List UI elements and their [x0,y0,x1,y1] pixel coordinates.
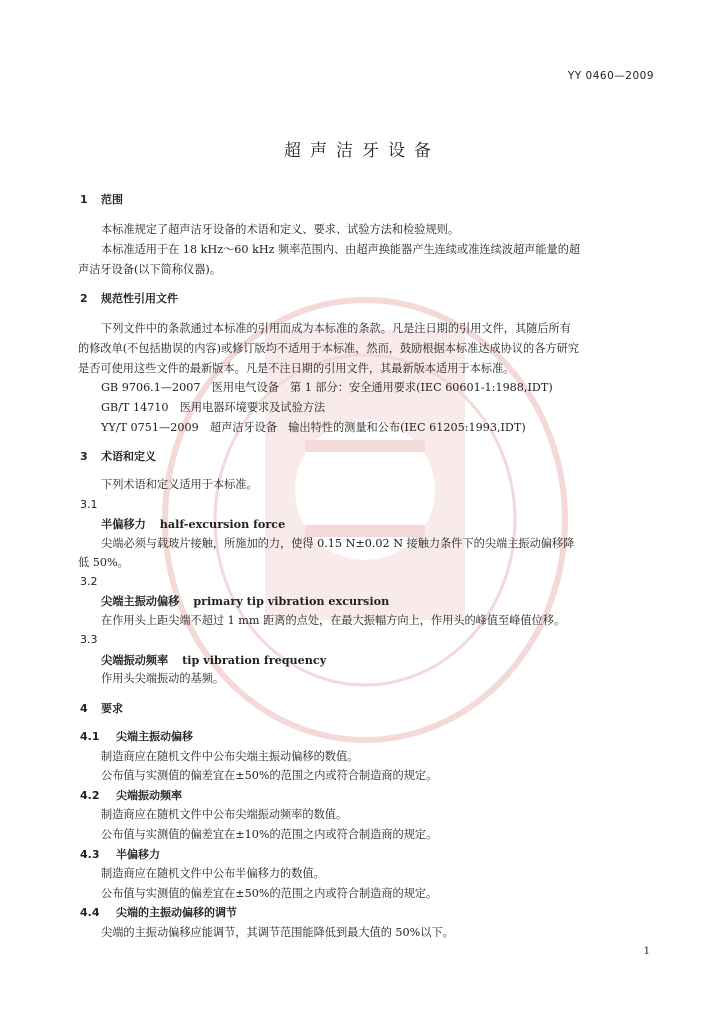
clause-4-3-text-b: 公布值与实测值的偏差宜在±50%的范围之内或符合制造商的规定。 [101,887,438,900]
term-3-1-english: half-excursion force [159,517,286,531]
term-3-2-definition: 在作用头上距尖端不超过 1 mm 距离的点处，在最大振幅方向上，作用头的峰值至峰值位移。 [101,614,566,627]
section-1-heading: 范围 [101,193,123,206]
clause-4-1-text-a: 制造商应在随机文件中公布尖端主振动偏移的数值。 [101,750,359,763]
section-2-paragraph-a: 下列文件中的条款通过本标准的引用而成为本标准的条款。凡是注日期的引用文件，其随后所有 [101,322,571,335]
section-4-heading: 要求 [101,702,123,715]
term-3-2-number: 3.2 [80,575,98,588]
term-3-3-number: 3.3 [80,633,98,646]
term-3-3-chinese: 尖端振动频率 [101,654,169,667]
term-3-1-chinese: 半偏移力 [101,518,146,531]
term-3-2-english: primary tip vibration excursion [193,594,390,608]
section-1-paragraph-2b: 声洁牙设备(以下简称仪器)。 [78,263,221,276]
term-3-3-english: tip vibration frequency [182,653,327,667]
clause-4-3-number: 4.3 [80,848,100,861]
standard-number: YY 0460—2009 [567,70,654,82]
term-3-3-definition: 作用头尖端振动的基频。 [101,672,225,685]
section-2-heading: 规范性引用文件 [101,292,178,305]
term-3-1-definition-a: 尖端必须与载玻片接触，所施加的力，使得 0.15 N±0.02 N 接触力条件下的尖端主振动偏移降 [101,537,575,550]
section-3-intro: 下列术语和定义适用于本标准。 [101,478,258,491]
clause-4-1-text-b: 公布值与实测值的偏差宜在±50%的范围之内或符合制造商的规定。 [101,769,438,782]
clause-4-4-text-a: 尖端的主振动偏移应能调节，其调节范围能降低到最大值的 50%以下。 [101,926,454,939]
clause-4-2-text-a: 制造商应在随机文件中公布尖端振动频率的数值。 [101,808,348,821]
reference-3: YY/T 0751—2009 超声洁牙设备 输出特性的测量和公布(IEC 61205:1993,IDT) [101,421,526,434]
page-number: 1 [643,946,650,957]
reference-2: GB/T 14710 医用电器环境要求及试验方法 [101,401,326,414]
term-3-3-title [101,653,326,668]
section-1-paragraph-2a: 本标准适用于在 18 kHz～60 kHz 频率范围内、由超声换能器产生连续或准连续波超声能量的超 [101,243,581,256]
clause-4-2-text-b: 公布值与实测值的偏差宜在±10%的范围之内或符合制造商的规定。 [101,828,438,841]
clause-4-2-number: 4.2 [80,789,100,802]
clause-4-1-number: 4.1 [80,730,100,743]
section-1-paragraph-1: 本标准规定了超声洁牙设备的术语和定义、要求、试验方法和检验规则。 [101,223,460,236]
document-title: 超声洁牙设备 [284,141,440,161]
clause-4-4-number: 4.4 [80,906,100,919]
reference-1: GB 9706.1—2007 医用电气设备 第 1 部分：安全通用要求(IEC 60601-1:1988,IDT) [101,381,553,394]
section-4-number: 4 [80,702,88,715]
section-3-heading: 术语和定义 [101,450,156,463]
clause-4-3-text-a: 制造商应在随机文件中公布半偏移力的数值。 [101,867,325,880]
term-3-1-title [101,517,285,532]
clause-4-1-title: 尖端主振动偏移 [116,730,193,743]
section-3-number: 3 [80,450,88,463]
section-2-number: 2 [80,292,88,305]
section-2-paragraph-b: 的修改单(不包括勘误的内容)或修订版均不适用于本标准，然而，鼓励根据本标准达成协议的各方研究 [78,342,579,355]
clause-4-4-title: 尖端的主振动偏移的调节 [116,906,237,919]
term-3-1-definition-b: 低 50%。 [78,556,129,569]
term-3-1-number: 3.1 [80,498,98,511]
clause-4-3-title: 半偏移力 [116,848,160,861]
term-3-2-chinese: 尖端主振动偏移 [101,595,180,608]
term-3-2-title [101,594,389,609]
clause-4-2-title: 尖端振动频率 [116,789,182,802]
section-2-paragraph-c: 是否可使用这些文件的最新版本。凡是不注日期的引用文件，其最新版本适用于本标准。 [78,362,515,375]
section-1-number: 1 [80,193,88,206]
